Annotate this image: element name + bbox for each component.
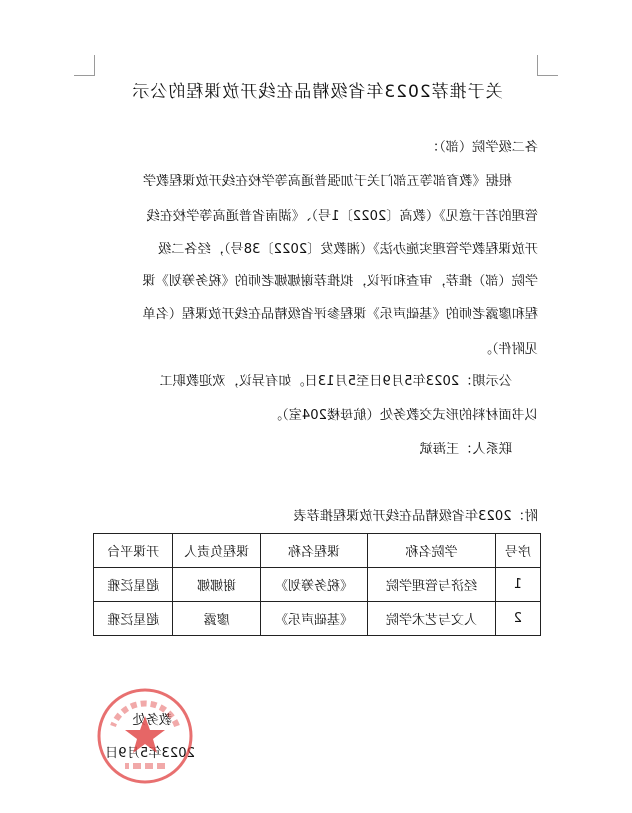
- header-cell: 开课平台: [94, 534, 173, 568]
- page-title: 关于推荐2023年省级精品在线开放课程的公示: [131, 82, 503, 102]
- table-cell: 超星泛雅: [94, 602, 173, 636]
- notice-line: 公示期：2023年5月9日至5月13日。如有异议，欢迎教职工: [159, 374, 512, 389]
- signature-dept: 教务处: [132, 713, 172, 728]
- signature-date: 2023年5月9日: [105, 746, 195, 761]
- body-line: 管理的若干意见》（教高〔2022〕1号）、《湖南省普通高等学校在线: [146, 209, 538, 224]
- header-cell: 课程负责人: [173, 534, 260, 568]
- recommendation-table: [93, 533, 541, 636]
- table-cell: 2: [495, 602, 540, 636]
- body-line: 学院（部）推荐，审查和评议，拟推荐谢娜娜老师的《税务筹划》课: [142, 274, 538, 289]
- attachment-title: 附：2023年省级精品在线开放课程推荐表: [293, 509, 538, 524]
- official-seal-icon: [95, 686, 195, 786]
- header-cell: 序号: [495, 534, 540, 568]
- body-line: 开放课程教学管理实施办法》（湘教发〔2022〕38号），经各二级: [157, 242, 538, 257]
- table-cell: 超星泛雅: [94, 568, 173, 602]
- body-line: 程和廖露老师的《基础声乐》课程参评省级精品在线开放课程（名单: [142, 307, 538, 322]
- table-header-row: [94, 534, 541, 568]
- table-cell: 人文与艺术学院: [368, 602, 496, 636]
- notice-line: 以书面材料的形式交教务处（航母楼204室）。: [268, 408, 538, 423]
- table-cell: 经济与管理学院: [368, 568, 496, 602]
- contact-line: 联系人：王海斌: [419, 442, 512, 457]
- table-cell: 廖露: [173, 602, 260, 636]
- body-line: 根据《教育部等五部门关于加强普通高等学校在线开放课程教学: [142, 174, 512, 189]
- table-cell: 1: [495, 568, 540, 602]
- body-line: 见附件）。: [478, 342, 538, 357]
- salutation: 各二级学院（部）：: [425, 140, 538, 155]
- table-cell: 谢娜娜: [173, 568, 260, 602]
- table-cell: 《税务筹划》: [260, 568, 367, 602]
- table-cell: 《基础声乐》: [260, 602, 367, 636]
- header-cell: 学院名称: [368, 534, 496, 568]
- header-cell: 课程名称: [260, 534, 367, 568]
- table-row: [94, 602, 541, 636]
- table-row: [94, 568, 541, 602]
